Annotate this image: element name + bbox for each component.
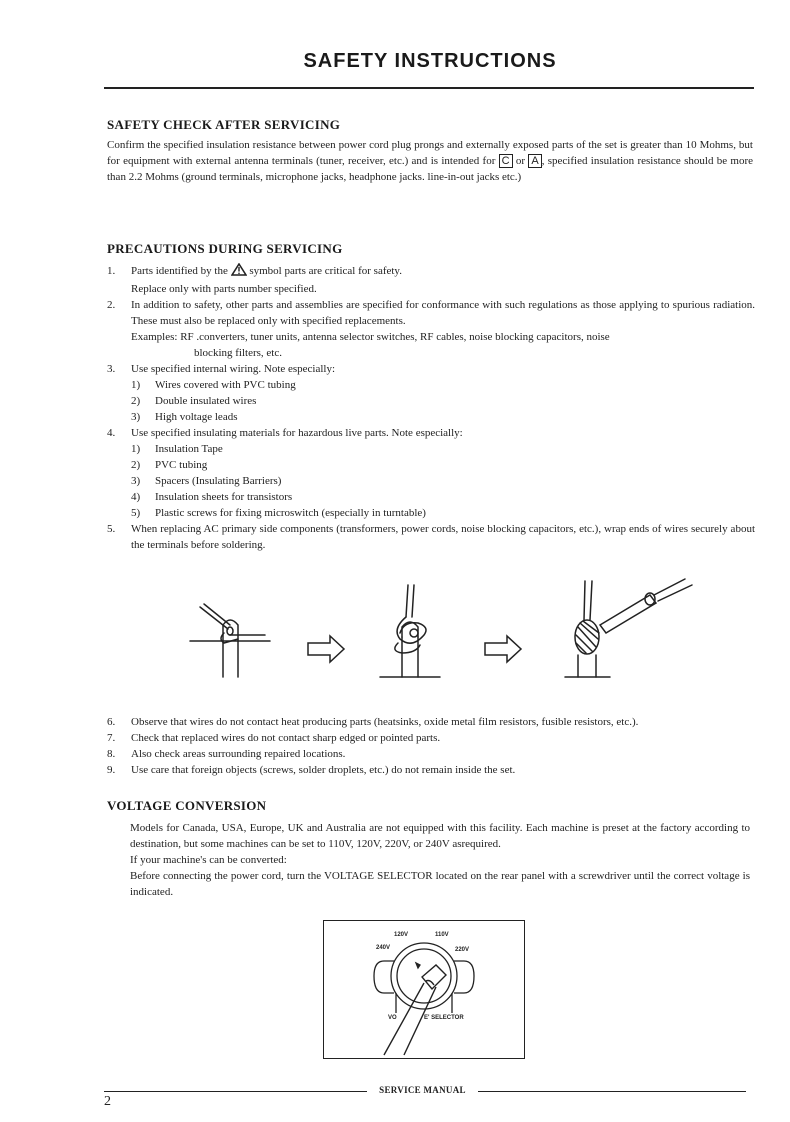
item-number: 8. xyxy=(107,748,116,760)
footer-rule-left xyxy=(104,1091,367,1092)
list-item xyxy=(107,425,755,441)
item-number: 6. xyxy=(107,716,116,728)
item-text: Check that replaced wires do not contact sharp edged or pointed parts. xyxy=(131,732,441,744)
item-number: 2. xyxy=(107,299,116,311)
item-continuation: Replace only with parts number specified. xyxy=(131,283,317,295)
voltage-paragraph-1: Models for Canada, USA, Europe, UK and Australia are not equipped with this facility. Each machine is preset at the factory according to destination, but some machines can be set to 110V, 120V, 220V, or 240V asrequired. xyxy=(130,822,750,850)
sub-item-text: Spacers (Insulating Barriers) xyxy=(155,475,282,487)
item-text: Use specified internal wiring. Note especially: xyxy=(131,363,336,375)
sub-item xyxy=(107,409,755,425)
selector-label-left: VO xyxy=(388,1015,397,1021)
item-text: Observe that wires do not contact heat producing parts (heatsinks, oxide metal film resistors, fusible resistors, etc.). xyxy=(131,716,639,728)
or-text: or xyxy=(515,155,526,167)
safety-check-paragraph xyxy=(107,137,753,185)
item-number: 4. xyxy=(107,427,116,439)
list-item xyxy=(107,714,755,730)
sub-item-number: 3) xyxy=(131,411,141,423)
class-a-box: A xyxy=(528,154,541,168)
arrow-right-icon xyxy=(308,636,344,662)
voltage-selector-figure xyxy=(323,920,525,1059)
sub-item-text: Insulation Tape xyxy=(155,443,223,455)
item-number: 7. xyxy=(107,732,116,744)
list-item xyxy=(107,263,755,281)
safety-check-text-2: , specified insulation resistance should be more than 2.2 Mohms (ground terminals, microphone jacks, headphone jacks. line-in-out jacks etc.) xyxy=(107,155,754,183)
item-text: When replacing AC primary side components (transformers, power cords, noise blocking capacitors, etc.), wrap ends of wires securely about the terminals before soldering. xyxy=(131,523,755,551)
item-number: 3. xyxy=(107,363,116,375)
wire-wrapping-figure xyxy=(180,577,700,687)
sub-item xyxy=(107,457,755,473)
soldering-step-icon xyxy=(565,579,692,677)
footer-rule-right xyxy=(478,1091,746,1092)
sub-item-number: 1) xyxy=(131,443,141,455)
terminal-step-2-icon xyxy=(380,585,440,677)
arrow-right-icon xyxy=(485,636,521,662)
list-item xyxy=(107,297,755,329)
precautions-list xyxy=(107,263,755,553)
precautions-heading: PRECAUTIONS DURING SERVICING xyxy=(107,241,343,256)
item-number: 5. xyxy=(107,523,116,535)
sub-item xyxy=(107,377,755,393)
sub-item-number: 2) xyxy=(131,459,141,471)
sub-item-text: Insulation sheets for transistors xyxy=(155,491,293,503)
footer-label: SERVICE MANUAL xyxy=(379,1085,466,1095)
sub-item-text: High voltage leads xyxy=(155,411,238,423)
page-title: SAFETY INSTRUCTIONS xyxy=(303,50,557,72)
item-text: symbol parts are critical for safety. xyxy=(249,265,402,277)
precautions-list-continued xyxy=(107,714,755,778)
sub-item-number: 3) xyxy=(131,475,141,487)
item-text: Also check areas surrounding repaired locations. xyxy=(131,748,346,760)
item-number: 9. xyxy=(107,764,116,776)
class-c-box: C xyxy=(499,154,513,168)
sub-item xyxy=(107,473,755,489)
examples-continuation: blocking filters, etc. xyxy=(194,347,282,359)
sub-item-text: Wires covered with PVC tubing xyxy=(155,379,296,391)
voltage-paragraph-2: If your machine's can be converted: xyxy=(130,854,287,866)
screwdriver-icon xyxy=(384,965,446,1055)
sub-item-number: 1) xyxy=(131,379,141,391)
sub-item-text: PVC tubing xyxy=(155,459,208,471)
item-text: Parts identified by the xyxy=(131,265,228,277)
voltage-paragraph-3: Before connecting the power cord, turn the VOLTAGE SELECTOR located on the rear panel with a screwdriver until the correct voltage is indicated. xyxy=(130,870,750,898)
sub-item-number: 2) xyxy=(131,395,141,407)
terminal-step-1-icon xyxy=(190,604,270,677)
safety-check-text-1: Confirm the specified insulation resistance between power cord plug prongs and externally exposed parts of the set is greater than 10 Mohms, but for equipment with external antenna terminals (tuner, receiver, etc.) and is intended for xyxy=(107,139,753,167)
warning-triangle-icon xyxy=(231,263,247,281)
item-text: In addition to safety, other parts and assemblies are specified for conformance with such regulations as those applying to spurious radiation. These must also be replaced only with specified replacements. xyxy=(131,299,755,327)
sub-item-text: Plastic screws for fixing microswitch (especially in turntable) xyxy=(155,507,426,519)
sub-item-text: Double insulated wires xyxy=(155,395,257,407)
list-item xyxy=(107,730,755,746)
sub-item-number: 5) xyxy=(131,507,141,519)
list-item xyxy=(107,762,755,778)
dial-label-220v: 220V xyxy=(455,947,470,953)
title-rule xyxy=(104,87,754,89)
examples-text: RF .converters, tuner units, antenna selector switches, RF cables, noise blocking capacitors, noise xyxy=(180,331,610,343)
dial-label-120v: 120V xyxy=(394,932,409,938)
sub-item xyxy=(107,441,755,457)
examples-label: Examples: xyxy=(131,331,178,343)
list-item xyxy=(107,746,755,762)
item-examples xyxy=(107,329,755,345)
voltage-conversion-heading: VOLTAGE CONVERSION xyxy=(107,798,267,813)
item-text: Use care that foreign objects (screws, solder droplets, etc.) do not remain inside the set. xyxy=(131,764,516,776)
sub-item xyxy=(107,505,755,521)
selector-label-right: E' SELECTOR xyxy=(424,1015,464,1021)
dial-label-240v: 240V xyxy=(376,945,391,951)
sub-item xyxy=(107,489,755,505)
list-item xyxy=(107,521,755,553)
item-text: Use specified insulating materials for hazardous live parts. Note especially: xyxy=(131,427,463,439)
page-number: 2 xyxy=(104,1094,111,1109)
list-item xyxy=(107,361,755,377)
sub-item-number: 4) xyxy=(131,491,141,503)
item-number: 1. xyxy=(107,265,116,277)
safety-check-heading: SAFETY CHECK AFTER SERVICING xyxy=(107,117,341,132)
sub-item xyxy=(107,393,755,409)
dial-label-110v: 110V xyxy=(435,932,449,938)
